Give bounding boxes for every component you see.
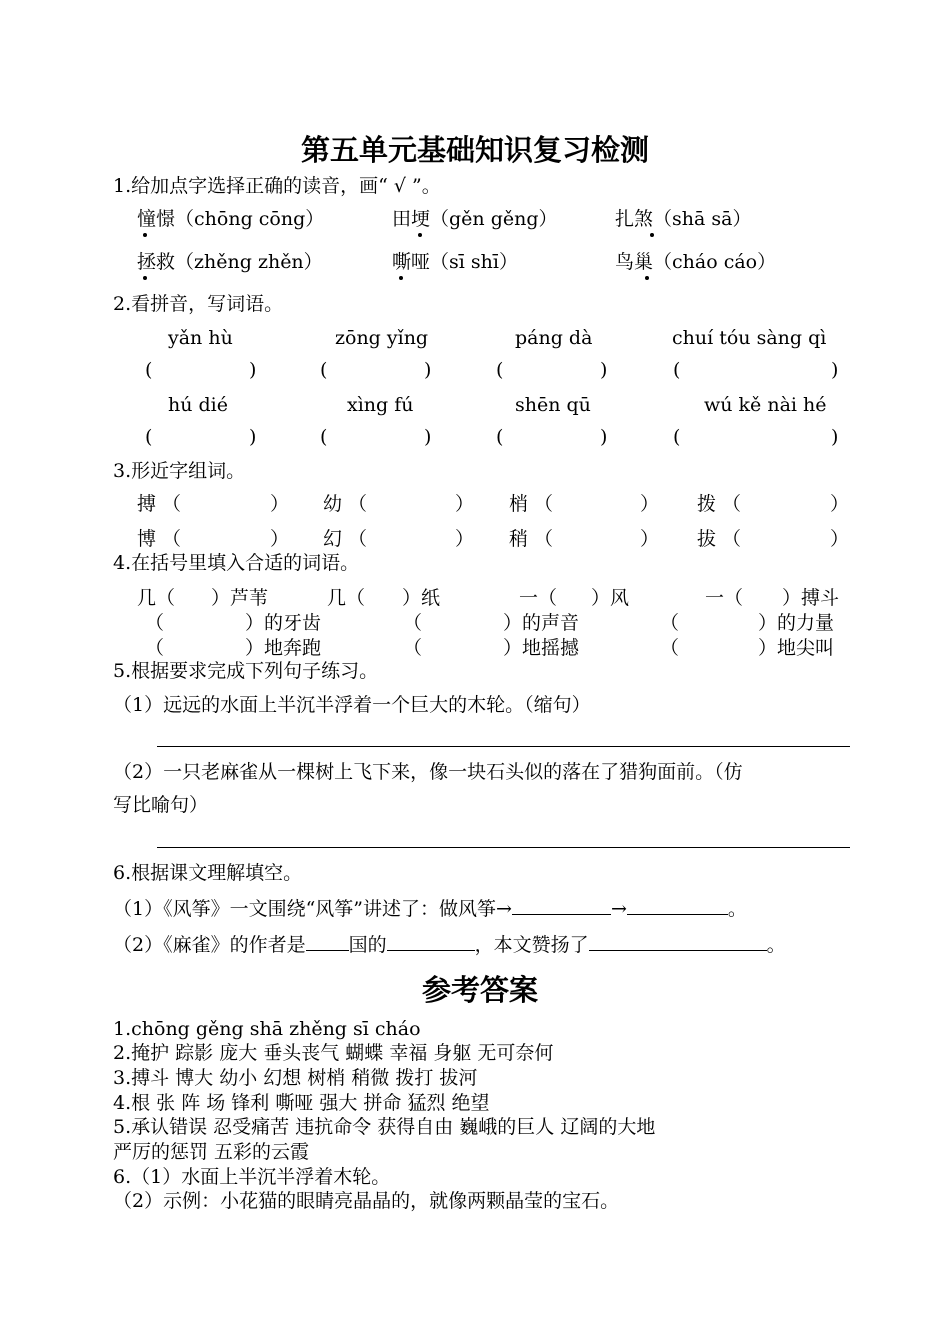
pinyin: zōng yǐng — [335, 327, 429, 349]
q1-word: 拯救 — [137, 251, 176, 273]
arrow: → — [610, 898, 627, 920]
q4-text: ）地尖叫 — [758, 637, 835, 659]
q4-text: ）的牙齿 — [245, 612, 322, 634]
q1-heading: 1.给加点字选择正确的读音，画“ √ ”。 — [113, 175, 441, 197]
q1-item — [615, 250, 776, 274]
q4-text: （ — [145, 612, 165, 634]
q3-char: 梢 — [509, 493, 529, 515]
q1-options: （chōng cōng） — [175, 208, 325, 230]
q1-item — [137, 207, 324, 231]
bracket-close: ) — [249, 359, 257, 381]
pinyin: páng dà — [515, 327, 593, 349]
pinyin: wú kě nài hé — [704, 394, 827, 416]
bracket-close: ） — [830, 493, 850, 515]
q6-line-2-text: 国的 — [348, 934, 387, 956]
q6-line-1 — [113, 896, 747, 921]
bracket-open: ( — [320, 426, 328, 448]
q6-heading: 6.根据课文理解填空。 — [113, 862, 303, 884]
bracket-close: ) — [249, 426, 257, 448]
q4-text: 一（ — [519, 587, 558, 609]
emphasis-dot — [645, 276, 649, 280]
q1-item — [392, 250, 518, 274]
q4-text: 一（ — [705, 587, 744, 609]
bracket-open: ( — [673, 426, 681, 448]
q1-word: 鸟巢 — [615, 251, 654, 273]
q4-text: ）风 — [591, 587, 630, 609]
q1-options: （shā sā） — [653, 208, 752, 230]
q5-sentence-2-cont: 写比喻句） — [113, 794, 209, 816]
emphasis-dot — [143, 233, 147, 237]
q1-word: 憧憬 — [137, 208, 176, 230]
emphasis-dot — [650, 233, 654, 237]
q3-heading: 3.形近字组词。 — [113, 460, 246, 482]
q3-char: 搏 — [137, 493, 157, 515]
q5-heading: 5.根据要求完成下列句子练习。 — [113, 660, 379, 682]
blank[interactable] — [306, 932, 349, 951]
bracket-open: ( — [496, 426, 504, 448]
q3-char: 稍 — [509, 528, 529, 550]
q4-text: ）地奔跑 — [245, 637, 322, 659]
q1-options: （gěn gěng） — [430, 208, 558, 230]
period: 。 — [727, 898, 747, 920]
q1-options: （cháo cáo） — [653, 251, 777, 273]
pinyin: xìng fú — [347, 394, 414, 416]
bracket-close: ） — [640, 493, 660, 515]
blank[interactable] — [387, 932, 475, 951]
q1-item — [615, 207, 751, 231]
emphasis-dot — [143, 276, 147, 280]
q3-char: 幻 — [323, 528, 343, 550]
bracket-open: ( — [145, 426, 153, 448]
bracket-close: ） — [830, 528, 850, 550]
q3-char: 拨 — [697, 493, 717, 515]
q4-heading: 4.在括号里填入合适的词语。 — [113, 552, 360, 574]
q1-item — [392, 207, 558, 231]
pinyin: shēn qū — [515, 394, 591, 416]
bracket-close: ） — [455, 493, 475, 515]
answers-title: 参考答案 — [421, 973, 538, 1007]
answer-line-text: 6.（1）水面上半沉半浮着木轮。 — [113, 1166, 391, 1188]
q6-line-2 — [113, 932, 786, 957]
q5-sentence-2: （2）一只老麻雀从一棵树上飞下来，像一块石头似的落在了猎狗面前。（仿 — [113, 761, 743, 783]
answer-line-text: 5.承认错误 忍受痛苦 违抗命令 获得自由 巍峨的巨人 辽阔的大地 — [113, 1116, 656, 1138]
q4-text: 几（ — [137, 587, 176, 609]
emphasis-dot — [399, 276, 403, 280]
blank[interactable] — [589, 932, 767, 951]
bracket-close: ) — [424, 359, 432, 381]
q1-word: 田埂 — [392, 208, 431, 230]
bracket-open: （ — [348, 528, 368, 550]
bracket-open: （ — [348, 493, 368, 515]
q4-text: ）地摇撼 — [503, 637, 580, 659]
bracket-open: （ — [722, 493, 742, 515]
bracket-open: （ — [722, 528, 742, 550]
answer-line-text: 2.掩护 踪影 庞大 垂头丧气 蝴蝶 幸福 身躯 无可奈何 — [113, 1042, 554, 1064]
bracket-close: ） — [270, 528, 290, 550]
period: 。 — [766, 934, 786, 956]
q1-options: （sī shī） — [430, 251, 518, 273]
q4-text: （ — [660, 612, 680, 634]
bracket-close: ) — [600, 426, 608, 448]
page-title: 第五单元基础知识复习检测 — [300, 133, 649, 167]
q1-word: 扎煞 — [615, 208, 654, 230]
q4-text: （ — [145, 637, 165, 659]
q6-line-2-text: ，本文赞扬了 — [474, 934, 589, 956]
q4-text: ）纸 — [402, 587, 441, 609]
q1-item — [137, 250, 323, 274]
q5-sentence-1: （1）远远的水面上半沉半浮着一个巨大的木轮。（缩句） — [113, 694, 591, 716]
bracket-close: ) — [424, 426, 432, 448]
answer-line-text: （2）示例：小花猫的眼睛亮晶晶的，就像两颗晶莹的宝石。 — [113, 1190, 620, 1212]
q6-line-1-text: （1）《风筝》一文围绕“风筝”讲述了：做风筝→ — [113, 898, 512, 920]
bracket-open: ( — [320, 359, 328, 381]
q4-text: ）的力量 — [758, 612, 835, 634]
pinyin: chuí tóu sàng qì — [672, 327, 827, 349]
blank[interactable] — [512, 896, 611, 915]
q4-text: ）的声音 — [503, 612, 580, 634]
bracket-close: ) — [831, 359, 839, 381]
q4-text: （ — [660, 637, 680, 659]
q4-text: 几（ — [327, 587, 366, 609]
answer-line[interactable] — [157, 746, 850, 747]
q6-line-2-text: （2）《麻雀》的作者是 — [113, 934, 306, 956]
q3-char: 博 — [137, 528, 157, 550]
bracket-close: ) — [600, 359, 608, 381]
bracket-open: （ — [534, 528, 554, 550]
bracket-close: ） — [640, 528, 660, 550]
emphasis-dot — [418, 233, 422, 237]
answer-line[interactable] — [157, 847, 850, 848]
answer-line-text: 严厉的惩罚 五彩的云霞 — [113, 1141, 310, 1163]
q2-heading: 2.看拼音，写词语。 — [113, 293, 284, 315]
bracket-open: （ — [162, 493, 182, 515]
q4-text: （ — [403, 637, 423, 659]
bracket-close: ) — [831, 426, 839, 448]
q3-char: 幼 — [323, 493, 343, 515]
pinyin: yǎn hù — [168, 327, 233, 349]
answer-line-text: 3.搏斗 博大 幼小 幻想 树梢 稍微 拨打 拔河 — [113, 1067, 478, 1089]
bracket-open: ( — [673, 359, 681, 381]
pinyin: hú dié — [168, 394, 228, 416]
q1-options: （zhěng zhěn） — [175, 251, 323, 273]
q3-char: 拔 — [697, 528, 717, 550]
q4-text: （ — [403, 612, 423, 634]
bracket-open: ( — [145, 359, 153, 381]
answer-line-text: 1.chōng gěng shā zhěng sī cháo — [113, 1018, 421, 1040]
q4-text: ）芦苇 — [211, 587, 269, 609]
bracket-open: （ — [534, 493, 554, 515]
bracket-open: ( — [496, 359, 504, 381]
bracket-close: ） — [270, 493, 290, 515]
blank[interactable] — [627, 896, 728, 915]
bracket-close: ） — [455, 528, 475, 550]
bracket-open: （ — [162, 528, 182, 550]
answer-line-text: 4.根 张 阵 场 锋利 嘶哑 强大 拼命 猛烈 绝望 — [113, 1092, 490, 1114]
q4-text: ）搏斗 — [782, 587, 840, 609]
q1-word: 嘶哑 — [392, 251, 431, 273]
